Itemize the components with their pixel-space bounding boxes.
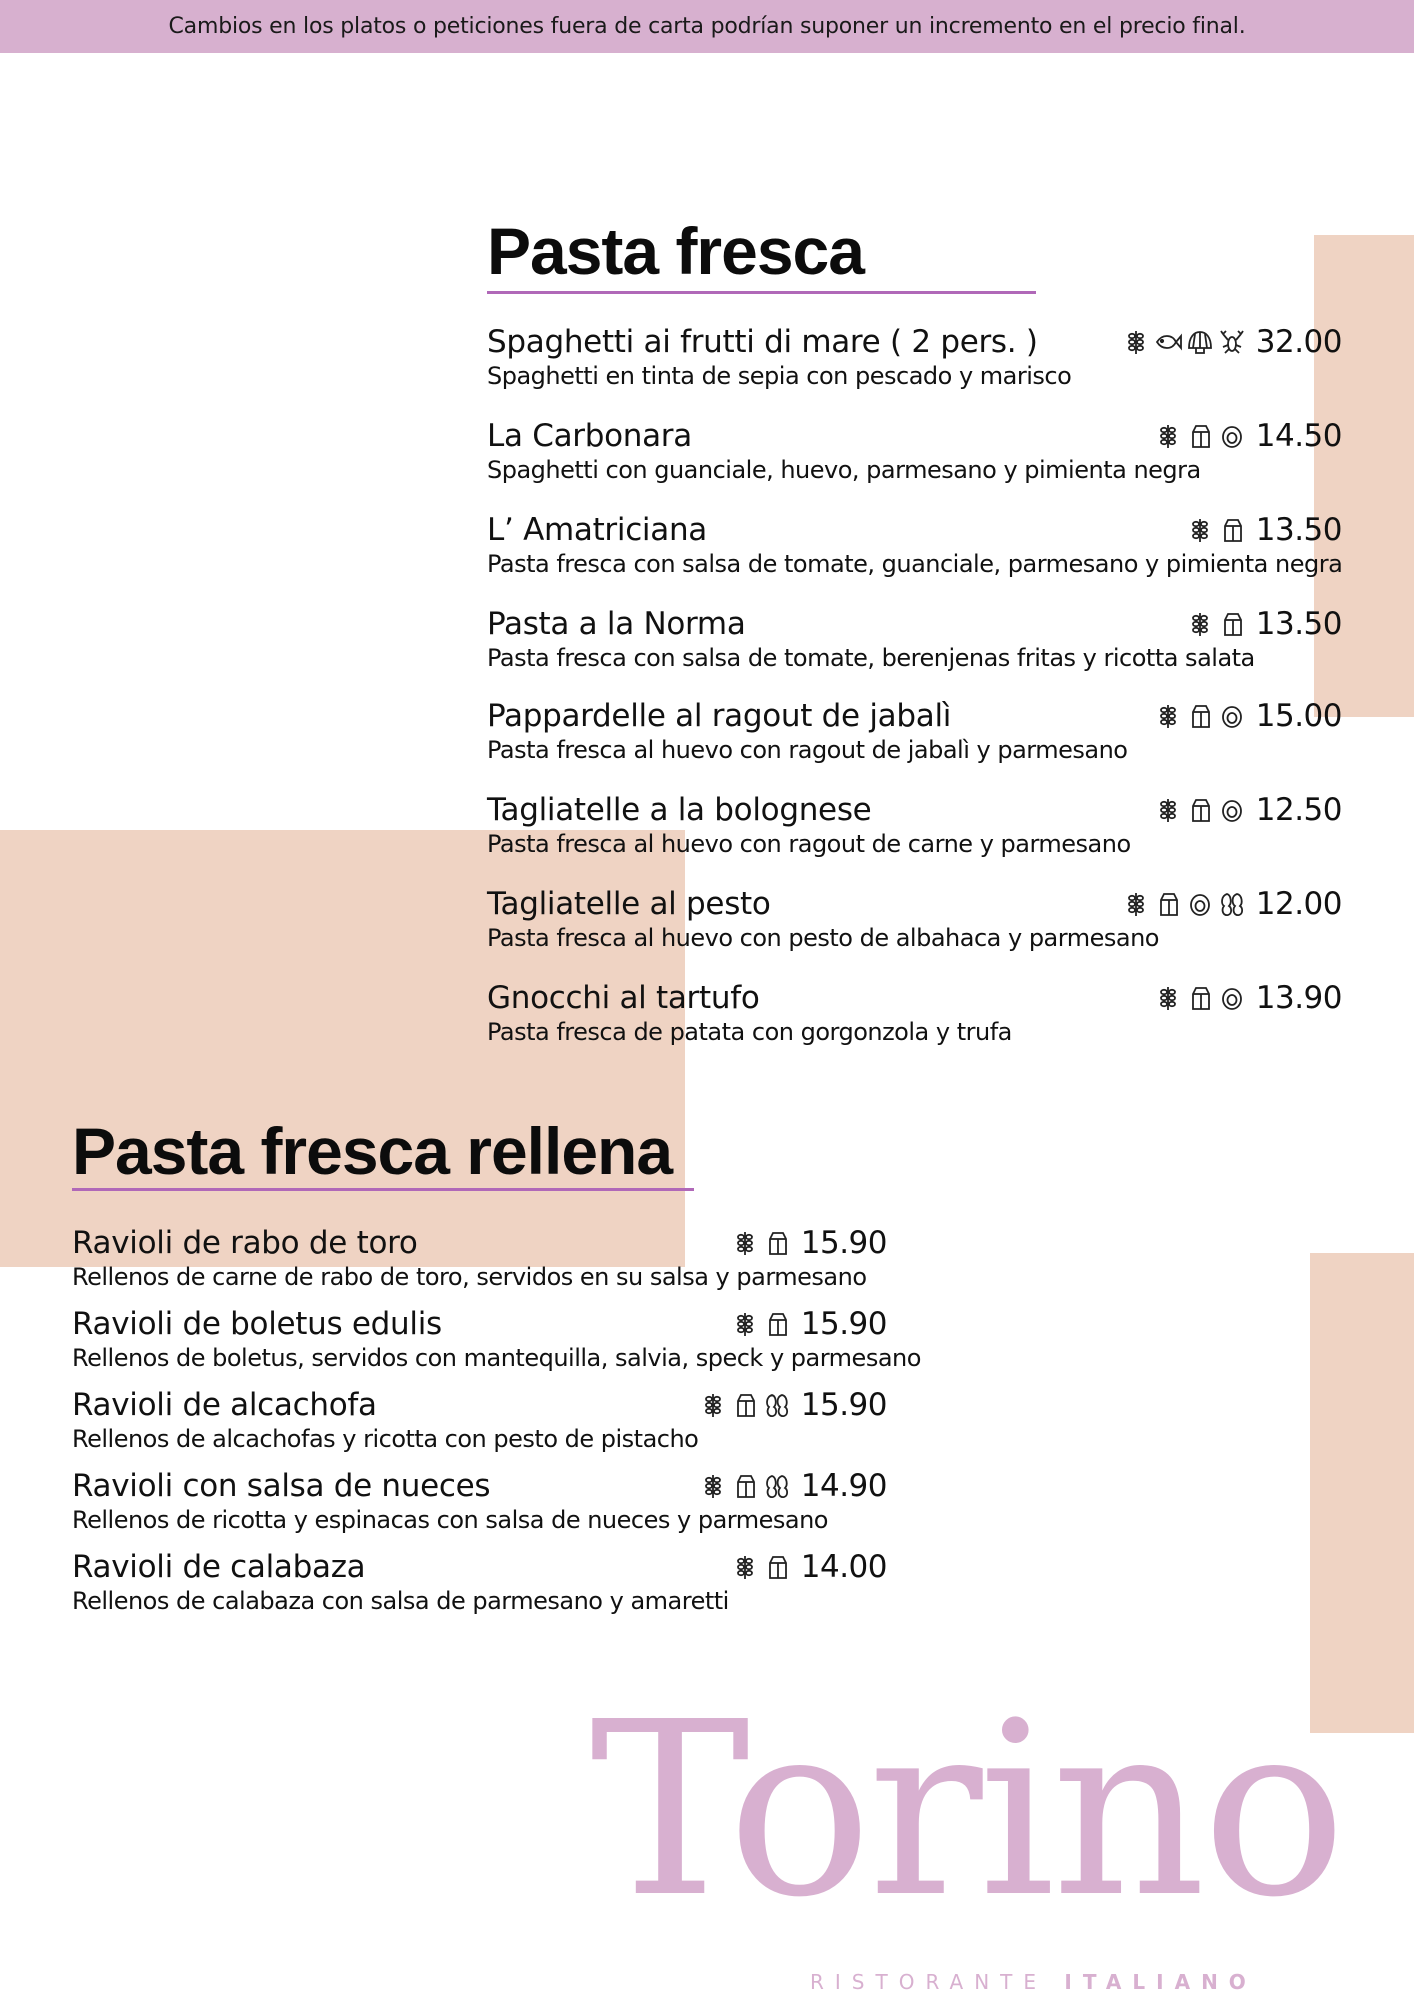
gluten-icon xyxy=(1186,516,1214,544)
dish-name: Tagliatelle al pesto xyxy=(487,886,771,922)
brand-tagline: RISTORANTE ITALIANO xyxy=(810,1970,1257,1994)
dish-name: Ravioli de alcachofa xyxy=(72,1387,377,1423)
section-rule xyxy=(72,1188,694,1191)
gluten-icon xyxy=(1154,984,1182,1012)
dish-name: Gnocchi al tartufo xyxy=(487,980,760,1016)
dish-price: 15.00 xyxy=(1255,698,1342,734)
allergens-and-price xyxy=(1122,323,1342,361)
dish-name: Pappardelle al ragout de jabalì xyxy=(487,698,952,734)
menu-item xyxy=(72,1467,887,1535)
mollusc-icon xyxy=(1186,328,1214,356)
dish-description: Pasta fresca al huevo con pesto de albahaca y parmesano xyxy=(487,924,1159,952)
menu-item xyxy=(487,885,1342,953)
dish-description: Spaghetti con guanciale, huevo, parmesano y pimienta negra xyxy=(487,456,1201,484)
dish-name: La Carbonara xyxy=(487,418,692,454)
dish-name: Ravioli de boletus edulis xyxy=(72,1306,442,1342)
dish-name: Pasta a la Norma xyxy=(487,606,746,642)
dish-description: Spaghetti en tinta de sepia con pescado y marisco xyxy=(487,362,1072,390)
dish-description: Rellenos de calabaza con salsa de parmesano y amaretti xyxy=(72,1587,729,1615)
dish-name: Tagliatelle a la bolognese xyxy=(487,792,872,828)
gluten-icon xyxy=(731,1310,759,1338)
dish-price: 12.50 xyxy=(1255,792,1342,828)
dish-price: 13.50 xyxy=(1255,606,1342,642)
egg-icon xyxy=(1186,890,1214,918)
egg-icon xyxy=(1218,702,1246,730)
milk-icon xyxy=(1154,890,1182,918)
section-title-pasta-fresca: Pasta fresca xyxy=(487,214,864,288)
section-rule xyxy=(487,291,1036,294)
gluten-icon xyxy=(699,1472,727,1500)
allergens-and-price xyxy=(1186,605,1342,643)
egg-icon xyxy=(1218,796,1246,824)
menu-item xyxy=(72,1305,921,1373)
menu-list-pasta-fresca-rellena xyxy=(72,1224,921,1616)
allergens-and-price xyxy=(1154,979,1342,1017)
allergens-and-price xyxy=(731,1224,887,1262)
milk-icon xyxy=(763,1310,791,1338)
egg-icon xyxy=(1218,422,1246,450)
dish-price: 14.50 xyxy=(1255,418,1342,454)
gluten-icon xyxy=(1186,610,1214,638)
dish-name: Ravioli de calabaza xyxy=(72,1549,366,1585)
allergens-and-price xyxy=(699,1467,887,1505)
dish-price: 14.90 xyxy=(800,1468,887,1504)
allergens-and-price xyxy=(1122,885,1342,923)
gluten-icon xyxy=(1154,702,1182,730)
gluten-icon xyxy=(1122,890,1150,918)
gluten-icon xyxy=(1154,422,1182,450)
menu-item xyxy=(487,791,1342,859)
milk-icon xyxy=(731,1472,759,1500)
allergens-and-price xyxy=(1154,697,1342,735)
gluten-icon xyxy=(1154,796,1182,824)
allergens-and-price xyxy=(1154,791,1342,829)
menu-item xyxy=(487,323,1342,391)
allergens-and-price xyxy=(731,1305,887,1343)
dish-description: Pasta fresca con salsa de tomate, guanciale, parmesano y pimienta negra xyxy=(487,550,1343,578)
allergens-and-price xyxy=(699,1386,887,1424)
gluten-icon xyxy=(731,1229,759,1257)
dish-description: Pasta fresca al huevo con ragout de jabalì y parmesano xyxy=(487,736,1128,764)
dish-description: Rellenos de ricotta y espinacas con salsa de nueces y parmesano xyxy=(72,1506,828,1534)
dish-description: Pasta fresca con salsa de tomate, berenjenas fritas y ricotta salata xyxy=(487,644,1255,672)
menu-item xyxy=(72,1548,887,1616)
nuts-icon xyxy=(1218,890,1246,918)
notice-bar xyxy=(0,0,1414,53)
section-title-pasta-fresca-rellena: Pasta fresca rellena xyxy=(72,1114,673,1188)
milk-icon xyxy=(763,1229,791,1257)
dish-price: 13.50 xyxy=(1255,512,1342,548)
milk-icon xyxy=(1218,610,1246,638)
allergens-and-price xyxy=(731,1548,887,1586)
gluten-icon xyxy=(731,1553,759,1581)
dish-description: Pasta fresca de patata con gorgonzola y trufa xyxy=(487,1018,1012,1046)
milk-icon xyxy=(1186,796,1214,824)
dish-price: 15.90 xyxy=(800,1225,887,1261)
dish-name: Ravioli con salsa de nueces xyxy=(72,1468,491,1504)
dish-price: 15.90 xyxy=(800,1306,887,1342)
milk-icon xyxy=(1218,516,1246,544)
dish-price: 13.90 xyxy=(1255,980,1342,1016)
allergens-and-price xyxy=(1186,511,1342,549)
dish-name: Ravioli de rabo de toro xyxy=(72,1225,418,1261)
decor-block-right-bottom xyxy=(1310,1253,1414,1733)
dish-price: 14.00 xyxy=(800,1549,887,1585)
menu-item xyxy=(487,417,1342,485)
menu-item xyxy=(487,697,1342,765)
dish-description: Pasta fresca al huevo con ragout de carne y parmesano xyxy=(487,830,1131,858)
crustacean-icon xyxy=(1218,328,1246,356)
gluten-icon xyxy=(1122,328,1150,356)
dish-price: 15.90 xyxy=(800,1387,887,1423)
brand-logo: Torino xyxy=(590,1670,1343,1950)
milk-icon xyxy=(1186,984,1214,1012)
menu-item xyxy=(487,605,1342,673)
nuts-icon xyxy=(763,1391,791,1419)
dish-description: Rellenos de boletus, servidos con mantequilla, salvia, speck y parmesano xyxy=(72,1344,921,1372)
egg-icon xyxy=(1218,984,1246,1012)
menu-list-pasta-fresca xyxy=(487,323,1342,1047)
menu-item xyxy=(487,979,1342,1047)
menu-item xyxy=(72,1224,887,1292)
fish-icon xyxy=(1154,328,1182,356)
milk-icon xyxy=(731,1391,759,1419)
menu-item xyxy=(487,511,1342,579)
gluten-icon xyxy=(699,1391,727,1419)
nuts-icon xyxy=(763,1472,791,1500)
dish-name: Spaghetti ai frutti di mare ( 2 pers. ) xyxy=(487,324,1038,360)
dish-description: Rellenos de carne de rabo de toro, servidos en su salsa y parmesano xyxy=(72,1263,867,1291)
menu-item xyxy=(72,1386,887,1454)
dish-price: 32.00 xyxy=(1255,324,1342,360)
milk-icon xyxy=(763,1553,791,1581)
milk-icon xyxy=(1186,702,1214,730)
dish-name: L’ Amatriciana xyxy=(487,512,707,548)
milk-icon xyxy=(1186,422,1214,450)
dish-description: Rellenos de alcachofas y ricotta con pesto de pistacho xyxy=(72,1425,699,1453)
notice-text: Cambios en los platos o peticiones fuera de carta podrían suponer un incremento en el precio final. xyxy=(168,14,1246,39)
dish-price: 12.00 xyxy=(1255,886,1342,922)
allergens-and-price xyxy=(1154,417,1342,455)
